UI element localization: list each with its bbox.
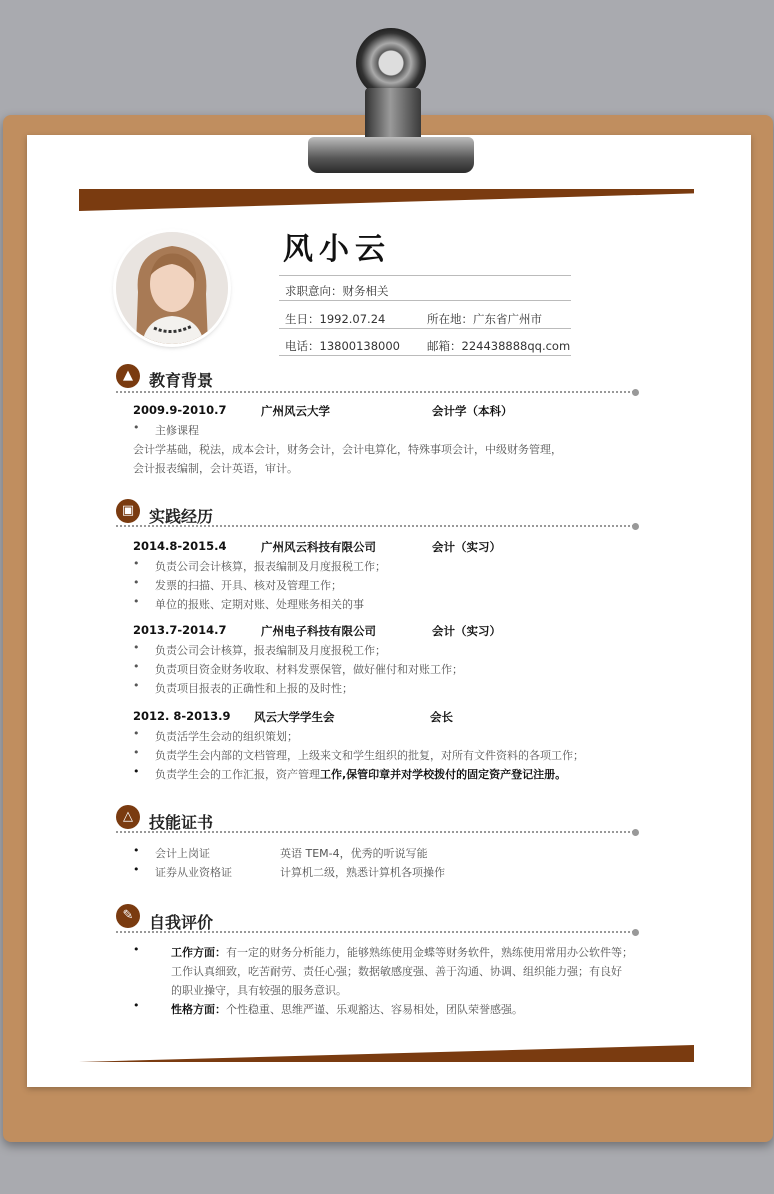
graduation-cap-icon: ▲: [116, 364, 140, 388]
applicant-name: 风小云: [283, 232, 391, 267]
section-rule: [116, 831, 634, 833]
courses-line: 会计学基础，税法，成本会计，财务会计，会计电算化，特殊事项会计，中级财务管理，: [133, 443, 562, 456]
edu-period: 2009.9-2010.7: [133, 403, 227, 417]
rule-end-dot: [632, 523, 639, 530]
job-role: 会长: [430, 710, 453, 724]
job-intent: 求职意向：财务相关: [285, 284, 389, 298]
briefcase-icon: ▣: [116, 499, 140, 523]
bullet: •: [133, 943, 140, 956]
bullet: •: [133, 999, 140, 1012]
section-rule: [116, 525, 634, 527]
rule-end-dot: [632, 929, 639, 936]
clip-base: [308, 137, 474, 173]
rule-end-dot: [632, 389, 639, 396]
clip-neck: [365, 88, 421, 144]
section-title-experience: 实践经历: [149, 507, 214, 526]
skill-desc: 英语 TEM-4，优秀的听说写能: [280, 847, 428, 860]
job-period: 2013.7-2014.7: [133, 623, 227, 637]
rule-end-dot: [632, 829, 639, 836]
job-org: 广州电子科技有限公司: [261, 624, 376, 638]
birth-date: 生日：1992.07.24: [285, 312, 386, 326]
divider: [279, 328, 571, 329]
job-role: 会计（实习）: [432, 540, 501, 554]
section-title-education: 教育背景: [149, 371, 214, 390]
section-title-skills: 技能证书: [149, 813, 214, 832]
divider: [279, 355, 571, 356]
email: 邮箱：224438888qq.com: [427, 339, 571, 353]
job-period: 2012. 8-2013.9: [133, 709, 231, 723]
work-eval-line: 的职业操守，具有较强的服务意识。: [171, 984, 347, 997]
skill-desc: 计算机二级，熟悉计算机各项操作: [280, 866, 445, 879]
edu-school: 广州风云大学: [261, 404, 330, 418]
section-rule: [116, 391, 634, 393]
edu-major: 会计学（本科）: [432, 404, 513, 418]
character-eval-line: 性格方面：个性稳重、思维严谨、乐观豁达、容易相处，团队荣誉感强。: [171, 1003, 523, 1016]
work-eval-line: 工作认真细致，吃苦耐劳、责任心强；数据敏感度强、善于沟通、协调、组织能力强；有良好: [171, 965, 622, 978]
phone: 电话：13800138000: [285, 339, 400, 353]
pencil-icon: ✎: [116, 904, 140, 928]
divider: [279, 300, 571, 301]
section-rule: [116, 931, 634, 933]
avatar: [116, 232, 228, 344]
job-role: 会计（实习）: [432, 624, 501, 638]
job-org: 广州风云科技有限公司: [261, 540, 376, 554]
work-eval-line: 工作方面：有一定的财务分析能力，能够熟练使用金蝶等财务软件，熟练使用常用办公软件等；: [171, 946, 633, 959]
divider: [279, 275, 571, 276]
flask-icon: △: [116, 805, 140, 829]
section-title-self-eval: 自我评价: [149, 913, 214, 932]
location: 所在地：广东省广州市: [427, 312, 542, 326]
job-period: 2014.8-2015.4: [133, 539, 227, 553]
courses-line: 会计报表编制，会计英语，审计。: [133, 462, 298, 475]
job-org: 风云大学学生会: [254, 710, 335, 724]
